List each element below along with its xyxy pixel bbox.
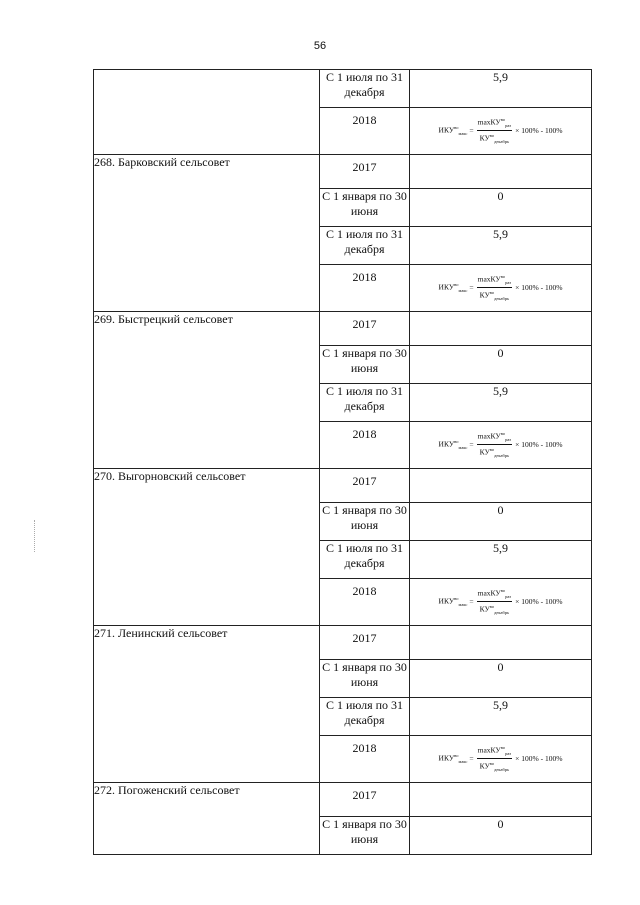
value-cell [410, 422, 592, 469]
table-row [94, 783, 592, 817]
period-cell: С 1 июля по 31 декабря [320, 227, 410, 265]
period-cell: 2017 [320, 469, 410, 503]
period-cell: 2017 [320, 155, 410, 189]
formula-num-sup: во [500, 274, 506, 279]
value-cell: 0 [410, 817, 592, 855]
formula-num-base: maxКУ [477, 274, 501, 284]
period-cell: 2017 [320, 783, 410, 817]
municipality-name: 271. Ленинский сельсовет [94, 626, 320, 783]
value-cell [410, 155, 592, 189]
formula-num-base: maxКУ [477, 431, 501, 441]
formula-denominator [479, 602, 511, 617]
formula-num-base: maxКУ [477, 117, 501, 127]
value-cell [410, 579, 592, 626]
value-cell [410, 312, 592, 346]
formula-lhs-sub: макс [458, 445, 468, 450]
formula-lhs-base: ИКУ [438, 125, 455, 135]
formula-den-sup: во [489, 133, 495, 138]
value-cell: 5,9 [410, 384, 592, 422]
page-number: 56 [313, 40, 327, 52]
formula-denominator [479, 445, 511, 460]
formula-lhs-base: ИКУ [438, 282, 455, 292]
formula-num-base: maxКУ [477, 745, 501, 755]
table-row [94, 70, 592, 108]
formula-equals: = [469, 440, 474, 449]
formula-numerator [477, 586, 512, 602]
municipality-name [94, 70, 320, 155]
value-cell [410, 265, 592, 312]
formula-lhs-sup: во [454, 439, 459, 444]
formula-denominator [479, 288, 511, 303]
period-cell: 2018 [320, 579, 410, 626]
formula-equals: = [469, 283, 474, 292]
formula-equals: = [469, 126, 474, 135]
period-cell: С 1 января по 30 июня [320, 346, 410, 384]
formula-tail: × 100% - 100% [515, 126, 563, 135]
capacity-formula [439, 586, 563, 617]
formula-denominator [479, 759, 511, 774]
table-row [94, 626, 592, 660]
formula-num-sub: раз [505, 751, 512, 756]
value-cell: 0 [410, 660, 592, 698]
formula-den-sub: декабрь [494, 139, 510, 144]
formula-den-sup: во [489, 447, 495, 452]
value-cell: 5,9 [410, 70, 592, 108]
municipality-name: 268. Барковский сельсовет [94, 155, 320, 312]
formula-lhs [439, 596, 468, 607]
formula-lhs-sup: во [454, 125, 459, 130]
formula-numerator [477, 429, 512, 445]
formula-numerator [477, 743, 512, 759]
value-cell: 5,9 [410, 227, 592, 265]
period-cell: 2017 [320, 626, 410, 660]
formula-den-sub: декабрь [494, 296, 510, 301]
formula-lhs-sub: макс [458, 131, 468, 136]
value-cell: 5,9 [410, 698, 592, 736]
value-cell [410, 469, 592, 503]
formula-den-sub: декабрь [494, 767, 510, 772]
formula-num-base: maxКУ [477, 588, 501, 598]
formula-num-sub: раз [505, 437, 512, 442]
formula-den-base: КУ [479, 604, 490, 614]
formula-lhs-sub: макс [458, 759, 468, 764]
formula-den-sup: во [489, 604, 495, 609]
period-cell: С 1 января по 30 июня [320, 189, 410, 227]
formula-tail: × 100% - 100% [515, 283, 563, 292]
formula-lhs-sup: во [454, 596, 459, 601]
formula-num-sup: во [500, 745, 506, 750]
period-cell: С 1 июля по 31 декабря [320, 541, 410, 579]
formula-lhs-base: ИКУ [438, 596, 455, 606]
value-cell: 5,9 [410, 541, 592, 579]
value-cell [410, 108, 592, 155]
municipality-name: 269. Быстрецкий сельсовет [94, 312, 320, 469]
capacity-formula [439, 429, 563, 460]
municipality-name: 270. Выгорновский сельсовет [94, 469, 320, 626]
formula-num-sup: во [500, 431, 506, 436]
period-cell: С 1 июля по 31 декабря [320, 70, 410, 108]
formula-den-sup: во [489, 761, 495, 766]
formula-lhs-sub: макс [458, 602, 468, 607]
formula-equals: = [469, 597, 474, 606]
tariff-table [93, 69, 592, 855]
period-cell: С 1 января по 30 июня [320, 817, 410, 855]
value-cell: 0 [410, 503, 592, 541]
formula-lhs-base: ИКУ [438, 439, 455, 449]
formula-num-sup: во [500, 588, 506, 593]
formula-den-base: КУ [479, 447, 490, 457]
formula-num-sub: раз [505, 280, 512, 285]
formula-den-base: КУ [479, 290, 490, 300]
period-cell: 2018 [320, 265, 410, 312]
formula-num-sub: раз [505, 594, 512, 599]
capacity-formula [439, 272, 563, 303]
formula-lhs [439, 282, 468, 293]
formula-fraction [477, 586, 512, 617]
period-cell: С 1 января по 30 июня [320, 660, 410, 698]
period-cell: С 1 января по 30 июня [320, 503, 410, 541]
formula-fraction [477, 115, 512, 146]
table-row [94, 469, 592, 503]
formula-den-base: КУ [479, 133, 490, 143]
value-cell [410, 783, 592, 817]
formula-den-sub: декабрь [494, 453, 510, 458]
formula-den-sup: во [489, 290, 495, 295]
formula-numerator [477, 272, 512, 288]
formula-fraction [477, 429, 512, 460]
formula-denominator [479, 131, 511, 146]
formula-lhs-sup: во [454, 282, 459, 287]
formula-tail: × 100% - 100% [515, 440, 563, 449]
value-cell: 0 [410, 189, 592, 227]
formula-num-sup: во [500, 117, 506, 122]
period-cell: 2018 [320, 422, 410, 469]
value-cell [410, 626, 592, 660]
period-cell: С 1 июля по 31 декабря [320, 384, 410, 422]
formula-numerator [477, 115, 512, 131]
capacity-formula [439, 115, 563, 146]
formula-equals: = [469, 754, 474, 763]
capacity-formula [439, 743, 563, 774]
formula-tail: × 100% - 100% [515, 597, 563, 606]
formula-num-sub: раз [505, 123, 512, 128]
period-cell: С 1 июля по 31 декабря [320, 698, 410, 736]
period-cell: 2018 [320, 736, 410, 783]
tariff-table-body [94, 70, 592, 855]
formula-den-base: КУ [479, 761, 490, 771]
formula-lhs [439, 753, 468, 764]
table-row [94, 155, 592, 189]
value-cell: 0 [410, 346, 592, 384]
formula-tail: × 100% - 100% [515, 754, 563, 763]
margin-mark [34, 520, 36, 552]
formula-fraction [477, 272, 512, 303]
formula-den-sub: декабрь [494, 610, 510, 615]
formula-lhs-base: ИКУ [438, 753, 455, 763]
formula-lhs-sub: макс [458, 288, 468, 293]
formula-lhs [439, 125, 468, 136]
period-cell: 2017 [320, 312, 410, 346]
table-row [94, 312, 592, 346]
formula-lhs-sup: во [454, 753, 459, 758]
municipality-name: 272. Погоженский сельсовет [94, 783, 320, 855]
value-cell [410, 736, 592, 783]
formula-lhs [439, 439, 468, 450]
formula-fraction [477, 743, 512, 774]
period-cell: 2018 [320, 108, 410, 155]
